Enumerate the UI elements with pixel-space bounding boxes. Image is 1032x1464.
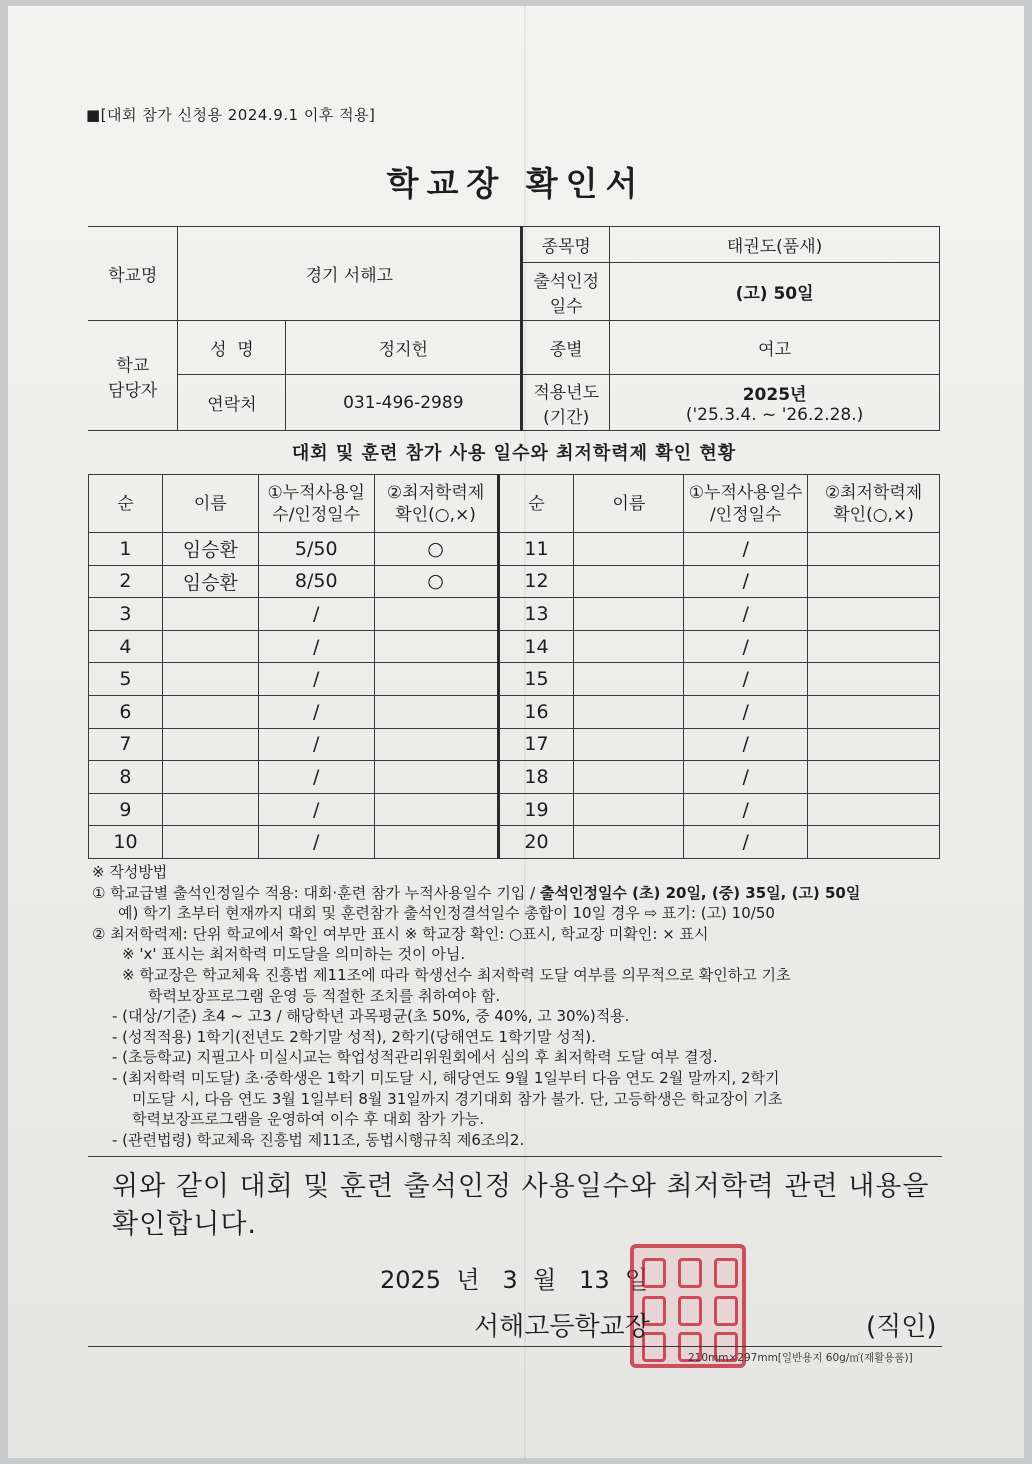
school-label: 학교명 [88, 227, 178, 321]
row-name-right [574, 793, 684, 826]
confirmation-text: 위와 같이 대회 및 훈련 출석인정 사용일수와 최저학력 관련 내용을 확인합니다. [112, 1171, 930, 1240]
instr-line-7: - (대상/기준) 초4 ~ 고3 / 해당학년 과목평균(초 50%, 중 40%, 고 30%)적용. [112, 1007, 630, 1026]
col-header-name: 이름 [162, 475, 258, 533]
manager-label: 학교 담당자 [88, 321, 178, 431]
table-row [89, 695, 940, 728]
issue-date: 2025 년 3 월 13 일 [380, 1266, 649, 1294]
row-name: 임승환 [162, 533, 258, 566]
category-label: 종별 [522, 321, 610, 375]
row-name [162, 598, 258, 631]
instr-line-9: - (초등학교) 지필고사 미실시교는 학업성적관리위원회에서 심의 후 최저학력 도달 여부 결정. [112, 1048, 718, 1067]
col-header-check-right: ②최저학력제 확인(○,×) [808, 475, 940, 533]
divider-top [88, 1156, 942, 1157]
row-number: 2 [89, 565, 163, 598]
col-header-no-right: 순 [498, 475, 574, 533]
divider-bottom [88, 1346, 942, 1347]
row-check [374, 793, 498, 826]
participation-rows [89, 533, 940, 859]
row-number-right: 19 [498, 793, 574, 826]
row-number: 10 [89, 826, 163, 859]
instr-heading: ※ 작성방법 [92, 863, 168, 881]
row-name-right [574, 663, 684, 696]
col-header-days: ①누적사용일 수/인정일수 [258, 475, 374, 533]
row-name [162, 793, 258, 826]
document-title: 학교장 확인서 [386, 164, 646, 203]
row-check [374, 728, 498, 761]
row-number: 5 [89, 663, 163, 696]
contact-label: 연락처 [178, 375, 286, 431]
row-check-right [808, 761, 940, 794]
table-row [89, 630, 940, 663]
row-days-right: / [684, 695, 808, 728]
contact-value: 031-496-2989 [286, 375, 522, 431]
table-row [89, 728, 940, 761]
row-days-right: / [684, 565, 808, 598]
row-number-right: 12 [498, 565, 574, 598]
table-row [89, 533, 940, 566]
seal-mark-label: (직인) [866, 1312, 937, 1342]
row-check [374, 695, 498, 728]
row-name [162, 663, 258, 696]
school-name: 경기 서해고 [178, 227, 522, 321]
instructions [92, 862, 952, 1150]
row-days-right: / [684, 663, 808, 696]
table-row [89, 793, 940, 826]
row-days-right: / [684, 533, 808, 566]
row-name-right [574, 761, 684, 794]
row-check-right [808, 565, 940, 598]
col-header-check: ②최저학력제 확인(○,×) [374, 475, 498, 533]
col-header-days-right: ①누적사용일수 /인정일수 [684, 475, 808, 533]
row-check [374, 761, 498, 794]
row-check-right [808, 533, 940, 566]
row-name [162, 728, 258, 761]
row-number: 9 [89, 793, 163, 826]
row-name-right [574, 565, 684, 598]
row-number: 7 [89, 728, 163, 761]
table-row [89, 663, 940, 696]
row-number: 6 [89, 695, 163, 728]
row-days: / [258, 630, 374, 663]
row-check-right [808, 663, 940, 696]
row-name-right [574, 695, 684, 728]
row-number-right: 17 [498, 728, 574, 761]
row-number: 4 [89, 630, 163, 663]
row-number: 1 [89, 533, 163, 566]
row-days-right: / [684, 598, 808, 631]
row-number-right: 18 [498, 761, 574, 794]
table-row [89, 826, 940, 859]
instr-line-12: 학력보장프로그램을 운영하여 이수 후 대회 참가 가능. [132, 1110, 485, 1129]
category-value: 여고 [610, 321, 940, 375]
instr-line-1: ① 학교급별 출석인정일수 적용: 대회·훈련 참가 누적사용일수 기입 / 출석인정일수 (초) 20일, (중) 35일, (고) 50일 [92, 883, 861, 902]
row-name [162, 695, 258, 728]
row-check [374, 826, 498, 859]
row-number-right: 16 [498, 695, 574, 728]
row-name-right [574, 826, 684, 859]
row-name [162, 761, 258, 794]
row-days-right: / [684, 761, 808, 794]
row-name [162, 630, 258, 663]
year-value: 2025년 ('25.3.4. ~ '26.2.28.) [610, 375, 940, 431]
row-days: / [258, 598, 374, 631]
row-name: 임승환 [162, 565, 258, 598]
row-days: / [258, 761, 374, 794]
row-number: 8 [89, 761, 163, 794]
row-number-right: 11 [498, 533, 574, 566]
instr-line-13: - (관련법령) 학교체육 진흥법 제11조, 동법시행규칙 제6조의2. [112, 1130, 525, 1149]
col-header-name-right: 이름 [574, 475, 684, 533]
row-number: 3 [89, 598, 163, 631]
instr-line-2: 예) 학기 초부터 현재까지 대회 및 훈련참가 출석인정결석일수 총합이 10일 경우 ⇨ 표기: (고) 10/50 [118, 904, 775, 923]
attendance-value: (고) 50일 [610, 263, 940, 321]
row-days-right: / [684, 826, 808, 859]
instr-line-3: ② 최저학력제: 단위 학교에서 확인 여부만 표시 ※ 학교장 확인: ○표시, 학교장 미확인: × 표시 [92, 924, 709, 943]
table-row [89, 598, 940, 631]
row-name-right [574, 728, 684, 761]
row-number-right: 14 [498, 630, 574, 663]
row-name-right [574, 533, 684, 566]
event-label: 종목명 [522, 227, 610, 263]
row-days: / [258, 663, 374, 696]
instr-line-8: - (성적적용) 1학기(전년도 2학기말 성적), 2학기(당해연도 1학기말 성적). [112, 1027, 596, 1046]
row-check-right [808, 826, 940, 859]
row-check [374, 598, 498, 631]
row-name-right [574, 598, 684, 631]
instr-line-5: ※ 학교장은 학교체육 진흥법 제11조에 따라 학생선수 최저학력 도달 여부를 의무적으로 확인하고 기초 [122, 965, 791, 984]
row-number-right: 13 [498, 598, 574, 631]
status-subtitle: 대회 및 훈련 참가 사용 일수와 최저학력제 확인 현황 [291, 443, 737, 464]
row-days-right: / [684, 630, 808, 663]
row-check [374, 663, 498, 696]
row-check-right [808, 695, 940, 728]
principal-signature: 서해고등학교장 [474, 1312, 650, 1342]
name-label: 성 명 [178, 321, 286, 375]
form-header-note: ■[대회 참가 신청용 2024.9.1 이후 적용] [86, 106, 376, 124]
row-check [374, 630, 498, 663]
row-check-right [808, 793, 940, 826]
instr-line-10: - (최저학력 미도달) 초·중학생은 1학기 미도달 시, 해당연도 9월 1일부터 다음 연도 2월 말까지, 2학기 [112, 1068, 780, 1087]
row-check: ○ [374, 533, 498, 566]
instr-line-4: ※ 'x' 표시는 최저학력 미도달을 의미하는 것이 아님. [122, 945, 466, 964]
row-days-right: / [684, 793, 808, 826]
row-check-right [808, 630, 940, 663]
school-info-table [88, 226, 940, 431]
row-number-right: 15 [498, 663, 574, 696]
row-days: / [258, 728, 374, 761]
row-name [162, 826, 258, 859]
row-check-right [808, 598, 940, 631]
row-days: 5/50 [258, 533, 374, 566]
name-value: 정지헌 [286, 321, 522, 375]
instr-line-11: 미도달 시, 다음 연도 3월 1일부터 8월 31일까지 경기대회 참가 불가. 단, 고등학생은 학교장이 기초 [132, 1089, 783, 1108]
participation-table [88, 474, 940, 859]
instr-line-6: 학력보장프로그램 운영 등 적절한 조치를 취하여야 함. [148, 986, 501, 1005]
row-days-right: / [684, 728, 808, 761]
table-row [89, 761, 940, 794]
row-number-right: 20 [498, 826, 574, 859]
paper-spec-footer: 210mm×297mm[일반용지 60g/㎡(재활용품)] [688, 1352, 913, 1364]
year-label: 적용년도 (기간) [522, 375, 610, 431]
row-days: 8/50 [258, 565, 374, 598]
row-days: / [258, 826, 374, 859]
row-days: / [258, 793, 374, 826]
row-check: ○ [374, 565, 498, 598]
row-name-right [574, 630, 684, 663]
attendance-label: 출석인정 일수 [522, 263, 610, 321]
row-days: / [258, 695, 374, 728]
table-row [89, 565, 940, 598]
event-value: 태권도(품새) [610, 227, 940, 263]
row-check-right [808, 728, 940, 761]
col-header-no: 순 [89, 475, 163, 533]
